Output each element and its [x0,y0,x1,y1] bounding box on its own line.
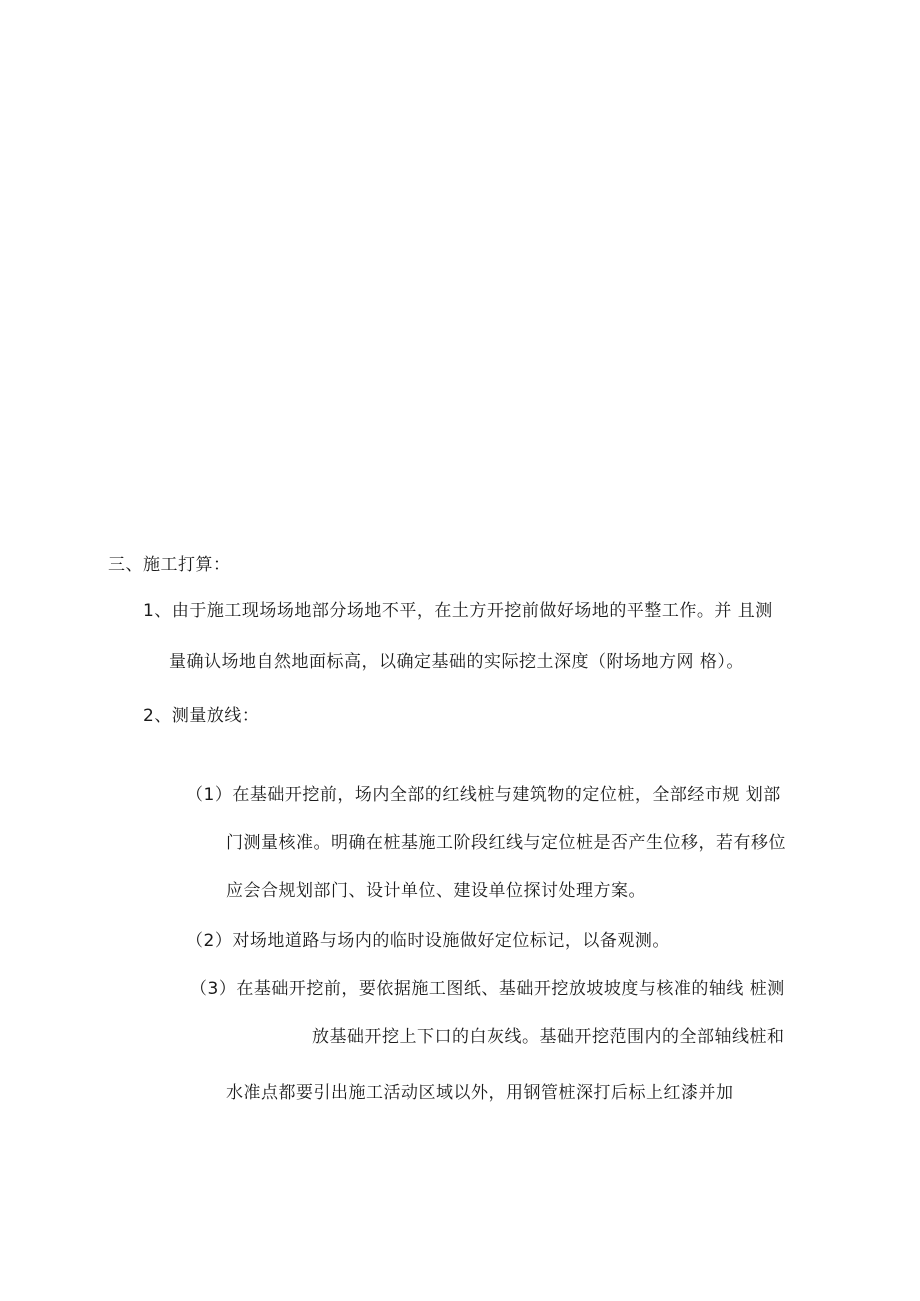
subitem-1-line-2: 门测量核准。明确在桩基施工阶段红线与定位桩是否产生位移，若有移位 [226,833,786,853]
item-1-line-2: 量确认场地自然地面标高，以确定基础的实际挖土深度（附场地方网 格）。 [169,652,744,672]
subitem-2-line-1: （2）对场地道路与场内的临时设施做好定位标记，以备观测。 [186,931,670,951]
section-heading: 三、施工打算： [108,555,231,575]
subitem-1-line-3: 应会合规划部门、设计单位、建设单位探讨处理方案。 [226,881,646,901]
item-2-title: 2、测量放线： [143,706,260,726]
subitem-3-line-1: （3）在基础开挖前，要依据施工图纸、基础开挖放坡坡度与核准的轴线 桩测 [190,979,785,999]
subitem-1-line-1: （1）在基础开挖前，场内全部的红线桩与建筑物的定位桩，全部经市规 划部 [186,785,781,805]
subitem-3-line-2: 放基础开挖上下口的白灰线。基础开挖范围内的全部轴线桩和 [312,1027,785,1047]
subitem-3-line-3: 水准点都要引出施工活动区域以外，用钢管桩深打后标上红漆并加 [226,1083,734,1103]
item-1-line-1: 1、由于施工现场场地部分场地不平，在土方开挖前做好场地的平整工作。并 且测 [143,601,773,621]
